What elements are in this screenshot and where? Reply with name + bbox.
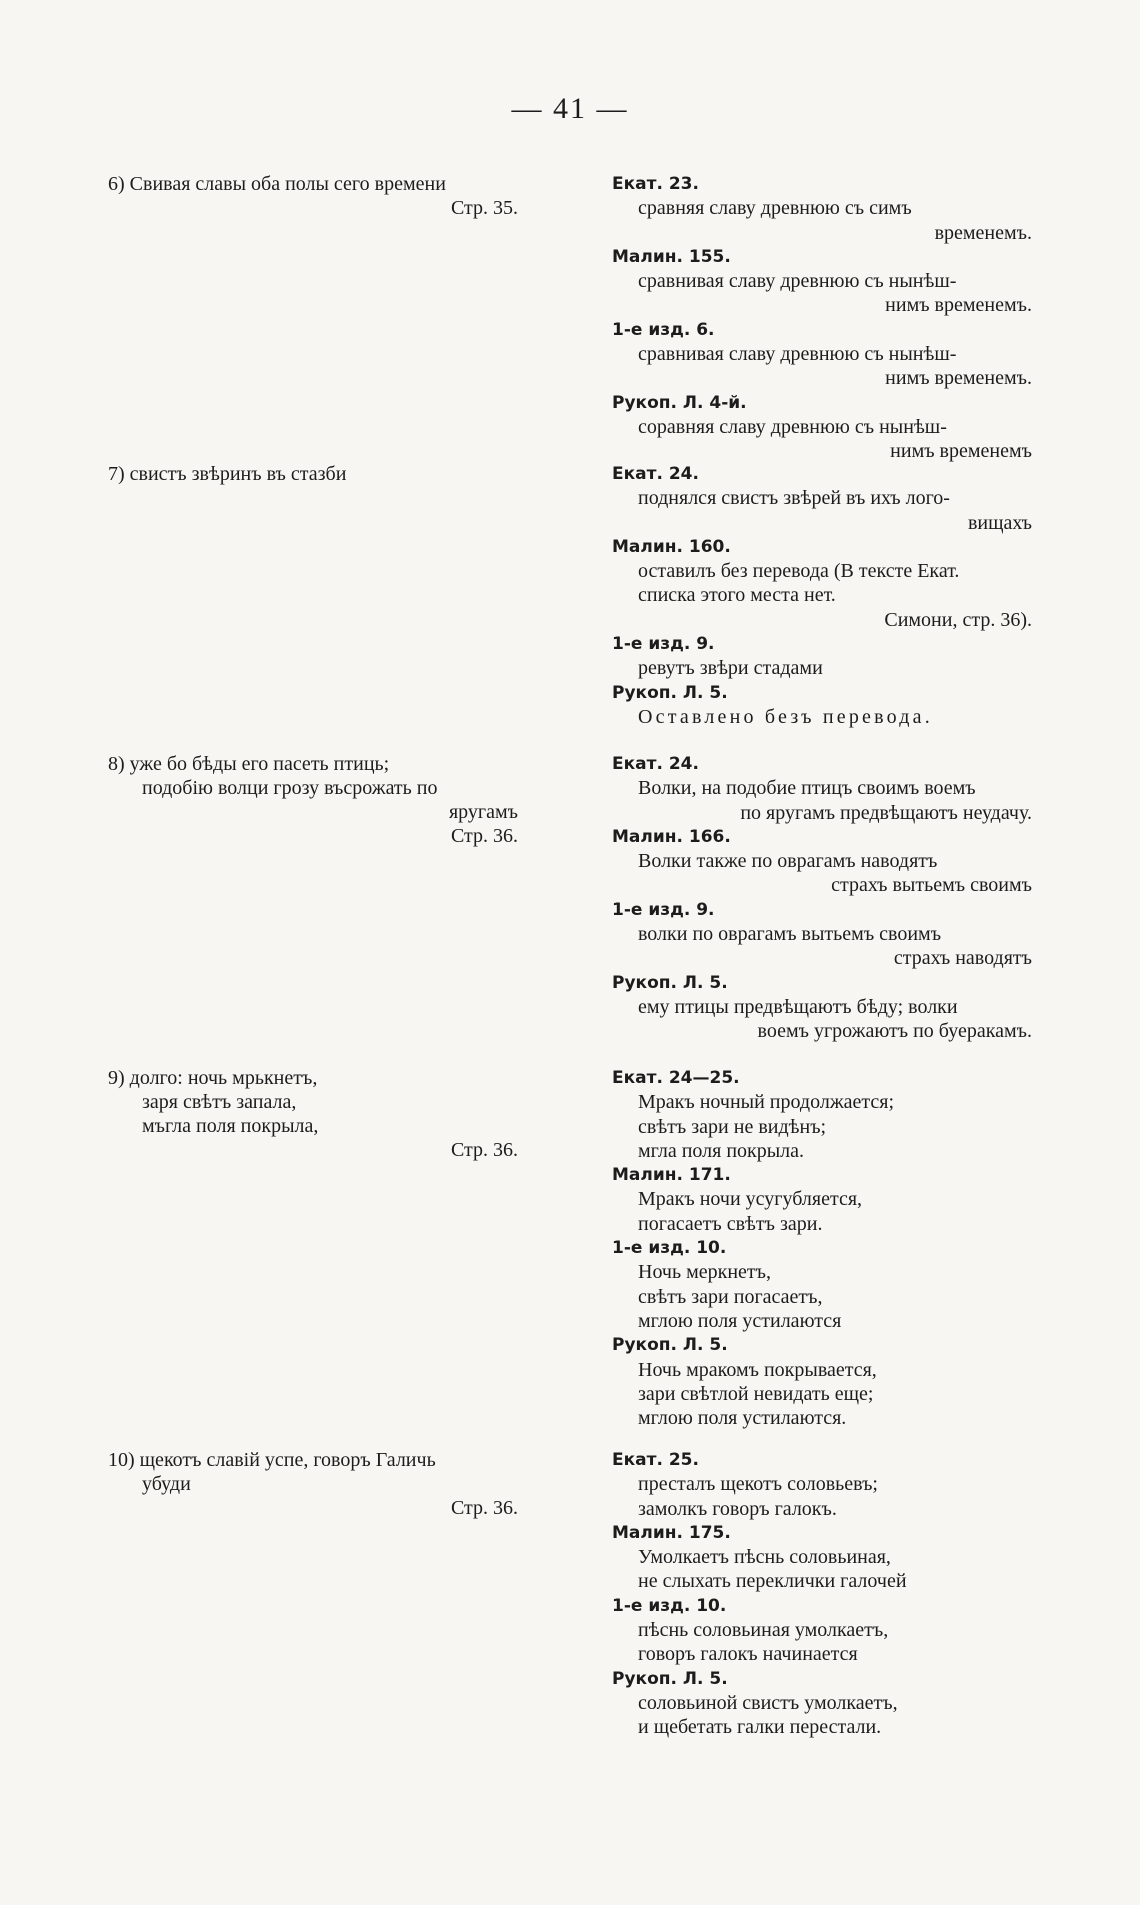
translation-line: сравняя славу древнюю съ симъ: [638, 197, 912, 220]
translation-line: престалъ щекотъ соловьевъ;: [638, 1473, 878, 1496]
translation-line: замолкъ говоръ галокъ.: [638, 1497, 837, 1520]
translation-line: Ночь меркнетъ,: [638, 1261, 772, 1284]
translation-line: страхъ наводятъ: [893, 947, 1032, 970]
source-label: Екат. 24.: [612, 464, 699, 484]
source-label: 1-е изд. 6.: [612, 319, 715, 340]
translation-line: не слыхать переклички галочей: [638, 1570, 907, 1593]
page-number: — 41 —: [511, 92, 629, 125]
entry-8-original: [108, 752, 558, 848]
translation-line: по яругамъ предвѣщаютъ неудачу.: [740, 801, 1032, 824]
original-line: 6) Свивая славы оба полы сего времени: [108, 173, 446, 195]
original-line: 9) долго: ночь мрькнетъ,: [108, 1067, 318, 1089]
page-reference: Стр. 35.: [450, 197, 518, 219]
translation-line: нимъ временемъ: [890, 440, 1032, 463]
source-label: Рукоп. Л. 5.: [612, 682, 728, 703]
source-label: Малин. 166.: [612, 826, 731, 847]
translation-line: и щебетать галки перестали.: [638, 1716, 882, 1739]
translation-line: свѣтъ зари не видѣнъ;: [638, 1115, 827, 1138]
original-line: убуди: [142, 1473, 191, 1495]
translation-line: воемъ угрожаютъ по буеракамъ.: [757, 1020, 1032, 1043]
translation-line: ревутъ звѣри стадами: [638, 657, 823, 680]
translation-line: нимъ временемъ.: [885, 294, 1032, 317]
source-label: Екат. 23.: [612, 174, 699, 194]
translation-line: Умолкаетъ пѣснь соловьиная,: [638, 1546, 891, 1569]
translation-line: говоръ галокъ начинается: [638, 1643, 858, 1666]
source-label: Малин. 160.: [612, 536, 731, 557]
translation-line: сравнивая славу древнюю съ нынѣш-: [638, 270, 957, 293]
translation-line: мглою поля устилаются: [638, 1309, 842, 1332]
entry-8-translations: [612, 752, 1052, 1044]
original-line: яругамъ: [448, 801, 518, 823]
translation-line: нимъ временемъ.: [885, 367, 1032, 390]
translation-line: Мракъ ночи усугубляется,: [638, 1188, 863, 1211]
source-label: Рукоп. Л. 5.: [612, 1668, 728, 1689]
translation-line: Ночь мракомъ покрывается,: [638, 1358, 877, 1381]
source-label: Малин. 171.: [612, 1165, 731, 1186]
translation-line: погасаетъ свѣтъ зари.: [638, 1212, 823, 1235]
entry-9-original: [108, 1066, 558, 1162]
translation-line: свѣтъ зари погасаетъ,: [638, 1285, 823, 1308]
source-label: 1-е изд. 9.: [612, 899, 715, 920]
translation-line: пѣснь соловьиная умолкаетъ,: [638, 1619, 889, 1642]
page-reference: Стр. 36.: [450, 825, 518, 847]
source-label: Рукоп. Л. 4-й.: [612, 392, 747, 413]
translation-line: вищахъ: [967, 511, 1032, 534]
source-label: Малин. 155.: [612, 246, 731, 267]
source-label: Екат. 24.: [612, 754, 699, 774]
source-label: Рукоп. Л. 5.: [612, 1335, 728, 1356]
translation-line: Оставлено безъ перевода.: [638, 705, 933, 728]
translation-line: сравнивая славу древнюю съ нынѣш-: [638, 343, 957, 366]
translation-line: Симони, стр. 36).: [884, 608, 1032, 631]
source-label: Екат. 24—25.: [612, 1068, 740, 1088]
source-label: 1-е изд. 10.: [612, 1595, 727, 1616]
entry-7-original: [108, 462, 558, 486]
original-line: заря свѣтъ запала,: [142, 1091, 297, 1113]
entry-7-translations: [612, 462, 1052, 729]
translation-line: мгла поля покрыла.: [638, 1139, 805, 1162]
translation-line: Мракъ ночный продолжается;: [638, 1091, 895, 1114]
translation-line: списка этого места нет.: [638, 584, 836, 607]
translation-line: ему птицы предвѣщаютъ бѣду; волки: [638, 995, 958, 1018]
translation-line: Волки, на подобие птицъ своимъ воемъ: [638, 777, 976, 800]
translation-line: временемъ.: [934, 221, 1032, 244]
entry-6-original: [108, 172, 558, 220]
translation-line: мглою поля устилаются.: [638, 1407, 847, 1430]
entry-10-translations: [612, 1448, 1052, 1740]
translation-line: поднялся свистъ звѣрей въ ихъ лого-: [638, 487, 950, 510]
page-reference: Стр. 36.: [450, 1497, 518, 1519]
translation-line: соловьиной свистъ умолкаетъ,: [638, 1691, 898, 1714]
original-line: подобію волци грозу въсрожать по: [142, 777, 438, 799]
source-label: 1-е изд. 9.: [612, 634, 715, 655]
entry-9-translations: [612, 1066, 1052, 1430]
page-reference: Стр. 36.: [450, 1139, 518, 1161]
original-line: 7) свистъ звѣринъ въ стазби: [108, 463, 347, 485]
source-label: Малин. 175.: [612, 1522, 731, 1543]
source-label: Рукоп. Л. 5.: [612, 972, 728, 993]
entry-10-original: [108, 1448, 558, 1520]
translation-line: соравняя славу древнюю съ нынѣш-: [638, 415, 947, 438]
translation-line: страхъ вытьемъ своимъ: [831, 874, 1032, 897]
original-line: мъгла поля покрыла,: [142, 1115, 319, 1137]
translation-line: волки по оврагамъ вытьемъ своимъ: [638, 923, 942, 946]
entry-6-translations: [612, 172, 1052, 464]
translation-line: зари свѣтлой невидать еще;: [638, 1382, 874, 1405]
original-line: 10) щекотъ славій успе, говоръ Галичь: [108, 1449, 436, 1471]
translation-line: Волки также по оврагамъ наводятъ: [638, 850, 938, 873]
source-label: Екат. 25.: [612, 1450, 699, 1470]
original-line: 8) уже бо бѣды его пасеть птиць;: [108, 753, 390, 775]
translation-line: оставилъ без перевода (В тексте Екат.: [638, 560, 960, 583]
source-label: 1-е изд. 10.: [612, 1238, 727, 1259]
